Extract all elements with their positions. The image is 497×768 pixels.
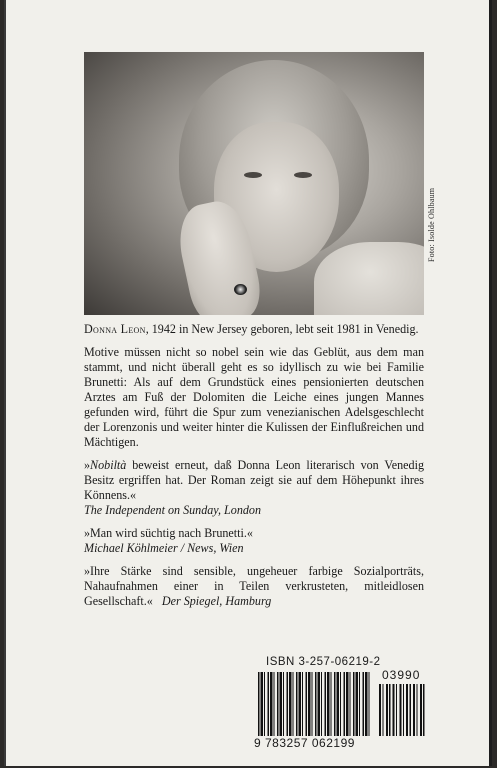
book-title: Nobiltà	[90, 458, 127, 472]
review-quote: »Nobiltà beweist erneut, daß Donna Leon literarisch von Venedig Besitz ergriffen hat. Der Roman zeigt sie auf dem Höhepunkt ihres Könnens.« The Independent on Sunday, London	[84, 458, 424, 517]
ean-number: 9 783257 062199	[254, 736, 355, 750]
author-bio-text: , 1942 in New Jersey geboren, lebt seit 1981 in Venedig.	[145, 322, 419, 336]
barcode	[252, 656, 428, 752]
addon-bars	[379, 684, 426, 736]
back-cover-text	[84, 322, 424, 617]
author-photo	[84, 52, 424, 315]
quote-source: Michael Köhlmeier / News, Wien	[84, 541, 244, 555]
isbn: ISBN 3-257-06219-2	[266, 656, 381, 668]
ean-bars	[258, 672, 372, 736]
blurb: Motive müssen nicht so nobel sein wie das Geblüt, aus dem man stammt, und nicht überall geht es so idyllisch zu wie bei Familie Brunetti: Als auf dem Grundstück eines pensionierten deutschen Arztes am Fuß der Dolomiten die Leiche eines jungen Mannes gefunden wird, führt die Spur zum venezianischen Adelsgeschlecht der Lorenzonis und weiter hinter die Kulissen der Einflußreichen und Mächtigen.	[84, 345, 424, 449]
photo-shoulder	[314, 242, 424, 315]
author-name: Donna Leon	[84, 322, 146, 336]
price-addon: 03990	[382, 668, 421, 682]
photo-eye-left	[244, 172, 262, 178]
review-quotes	[84, 458, 424, 609]
book-back-cover	[4, 0, 492, 766]
photo-credit: Foto: Isolde Ohlbaum	[427, 187, 436, 262]
quote-text: »Ihre Stärke sind sensible, ungeheuer farbige Sozialporträts, Nahaufnahmen einer in Teilen verkrusteten, mitleidlosen Gesellschaft.«	[84, 564, 424, 608]
quote-text: »Man wird süchtig nach Brunetti.«	[84, 526, 253, 540]
review-quote	[84, 526, 424, 556]
quote-source: Der Spiegel, Hamburg	[161, 594, 272, 608]
review-quote	[84, 564, 424, 609]
author-bio	[84, 322, 424, 337]
quote-source: The Independent on Sunday, London	[84, 503, 262, 517]
photo-eye-right	[294, 172, 312, 178]
quote-text: beweist erneut, daß Donna Leon literarisch von Venedig Besitz ergriffen hat. Der Roman zeigt sie auf dem Höhepunkt ihres Könnens.«	[84, 458, 424, 502]
photo-ring	[234, 284, 247, 295]
